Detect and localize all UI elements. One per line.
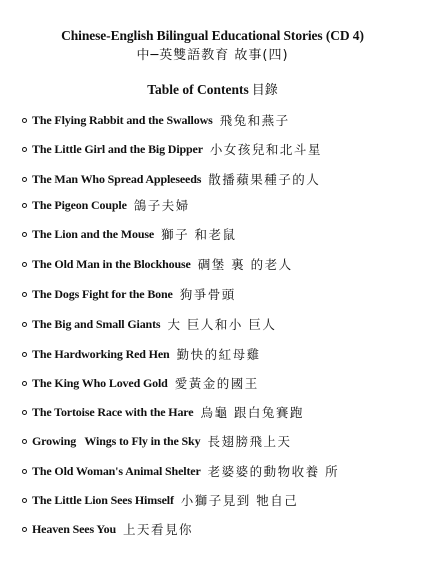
story-title-zh: 大 巨人和小 巨人 xyxy=(167,317,277,332)
toc-heading xyxy=(0,79,425,98)
story-title-zh: 上天看見你 xyxy=(122,522,193,537)
document-title-chinese: 中─英雙語教育 故事(四) xyxy=(136,48,289,63)
bullet-icon xyxy=(22,352,27,357)
bullet-icon xyxy=(22,147,27,152)
story-title-zh: 散播蘋果種子的人 xyxy=(208,172,321,187)
bullet-icon xyxy=(22,322,27,327)
bullet-icon xyxy=(22,381,27,386)
toc-item xyxy=(22,490,298,510)
story-title-en: The Hardworking Red Hen xyxy=(32,346,170,361)
story-title-zh: 飛兔和燕子 xyxy=(219,113,290,128)
story-title-zh: 獅子 和老鼠 xyxy=(161,227,237,242)
story-title-zh: 鴿子夫婦 xyxy=(133,198,190,213)
story-title-en: Heaven Sees You xyxy=(32,521,116,536)
toc-item xyxy=(22,373,259,393)
toc-item xyxy=(22,110,290,130)
bullet-icon xyxy=(22,527,27,532)
bullet-icon xyxy=(22,232,27,237)
story-title-zh: 狗爭骨頭 xyxy=(179,287,236,302)
toc-item xyxy=(22,139,322,159)
document-title: Chinese-English Bilingual Educational Stories (CD 4) xyxy=(61,28,364,43)
bullet-icon xyxy=(22,292,27,297)
story-title-en: The Little Girl and the Big Dipper xyxy=(32,141,203,156)
story-title-zh: 小獅子見到 牠自己 xyxy=(180,493,299,508)
toc-item xyxy=(22,195,190,215)
toc-item xyxy=(22,169,320,189)
story-title-en: The Little Lion Sees Himself xyxy=(32,492,174,507)
bullet-icon xyxy=(22,498,27,503)
toc-item xyxy=(22,431,291,451)
story-title-zh: 愛黃金的國王 xyxy=(174,376,259,391)
story-title-en: The Dogs Fight for the Bone xyxy=(32,286,173,301)
toc-item xyxy=(22,254,293,274)
story-title-en: Growing Wings to Fly in the Sky xyxy=(32,433,201,448)
bullet-icon xyxy=(22,118,27,123)
toc-item xyxy=(22,284,236,304)
story-title-en: The Old Man in the Blockhouse xyxy=(32,256,191,271)
bullet-icon xyxy=(22,439,27,444)
story-title-zh: 小女孩兒和北斗星 xyxy=(209,142,322,157)
toc-item xyxy=(22,344,261,364)
bullet-icon xyxy=(22,203,27,208)
story-title-zh: 碉堡 裏 的老人 xyxy=(197,257,293,272)
toc-heading-en: Table of Contents xyxy=(147,82,249,97)
story-title-zh: 老婆婆的動物收養 所 xyxy=(207,464,340,479)
toc-item xyxy=(22,402,304,422)
toc-item xyxy=(22,461,339,481)
story-title-en: The Lion and the Mouse xyxy=(32,226,155,241)
toc-heading-zh: 目錄 xyxy=(251,83,278,98)
bullet-icon xyxy=(22,410,27,415)
story-title-en: The King Who Loved Gold xyxy=(32,375,168,390)
story-title-zh: 長翅膀飛上天 xyxy=(207,434,292,449)
story-title-en: The Flying Rabbit and the Swallows xyxy=(32,112,213,127)
story-title-en: The Man Who Spread Appleseeds xyxy=(32,171,202,186)
toc-item xyxy=(22,314,276,334)
story-title-en: The Big and Small Giants xyxy=(32,316,161,331)
bullet-icon xyxy=(22,177,27,182)
toc-item xyxy=(22,519,193,539)
story-title-en: The Tortoise Race with the Hare xyxy=(32,404,194,419)
story-title-en: The Pigeon Couple xyxy=(32,197,127,212)
toc-item xyxy=(22,224,237,244)
story-title-zh: 烏龜 跟白兔賽跑 xyxy=(200,405,304,420)
story-title-zh: 勤快的紅母雞 xyxy=(176,347,261,362)
bullet-icon xyxy=(22,262,27,267)
story-title-en: The Old Woman's Animal Shelter xyxy=(32,463,201,478)
bullet-icon xyxy=(22,469,27,474)
